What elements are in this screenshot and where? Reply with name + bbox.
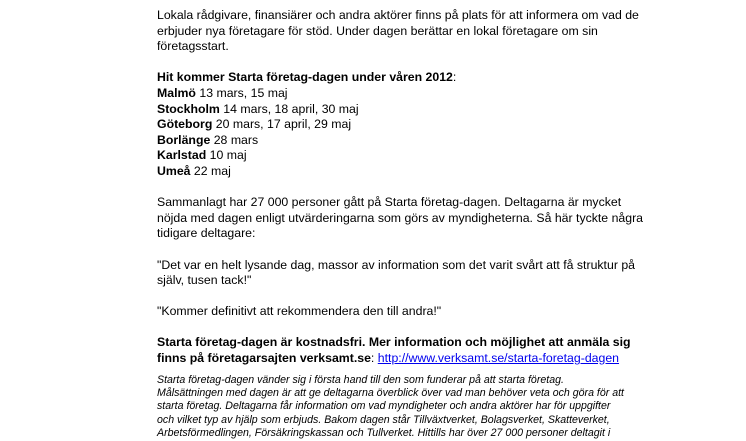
summary-paragraph [157,195,677,242]
schedule-item-goteborg: Göteborg 20 mars, 17 april, 29 maj [157,117,352,132]
summary-line: tidigare deltagare: [157,226,256,241]
footnote-paragraph [157,374,677,441]
quote-two [157,304,677,320]
quote-line: "Det var en helt lysande dag, massor av information som det varit svårt att få struktur på [157,257,636,272]
schedule-section [157,70,677,179]
intro-line: Lokala rådgivare, finansiärer och andra aktörer finns på plats för att informera om vad de [157,8,639,22]
schedule-heading: Hit kommer Starta företag-dagen under våren 2012: [157,70,457,85]
signup-line-link: finns på företagarsajten verksamt.se: http://www.verksamt.se/starta-foretag-dagen [157,351,620,366]
schedule-item-karlstad: Karlstad 10 maj [157,148,247,163]
verksamt-link[interactable]: http://www.verksamt.se/starta-foretag-dagen [377,351,620,366]
document-body [157,8,677,441]
footnote-line: Arbetsförmedlingen, Försäkringskassan och Tullverket. Hittills har över 27 000 personer deltagit i [157,427,611,440]
quote-line: själv, tusen tack!" [157,273,252,288]
schedule-item-malmo: Malmö 13 mars, 15 maj [157,85,288,100]
schedule-item-stockholm: Stockholm 14 mars, 18 april, 30 maj [157,101,359,116]
summary-line: Sammanlagt har 27 000 personer gått på Starta företag-dagen. Deltagarna är mycket [157,195,622,210]
schedule-item-umea: Umeå 22 maj [157,163,231,178]
footnote-line: och vilket typ av hjälp som erbjuds. Bakom dagen står Tillväxtverket, Bolagsverket, Skatteverket, [157,413,610,426]
footnote-line: Målsättningen med dagen är att ge deltagarna överblick över vad man behöver veta och göra för att [157,387,624,400]
intro-line: företagsstart. [157,39,229,54]
footnote-line: Starta företag-dagen vänder sig i första hand till den som funderar på att starta företag. [157,373,564,386]
signup-paragraph [157,335,677,366]
intro-paragraph [157,8,677,55]
quote-one [157,258,677,289]
footnote-line: starta företag. Deltagarna får information om vad myndigheter och andra aktörer har för uppgifter [157,400,611,413]
signup-line: Starta företag-dagen är kostnadsfri. Mer information och möjlighet att anmäla sig [157,335,631,350]
quote-line: "Kommer definitivt att rekommendera den till andra!" [157,304,442,319]
summary-line: nöjda med dagen enligt utvärderingarna som görs av myndigheterna. Så här tyckte några [157,210,644,225]
schedule-item-borlange: Borlänge 28 mars [157,132,259,147]
intro-line: erbjuder nya företagare för stöd. Under dagen berättar en lokal företagare om sin [157,23,598,38]
